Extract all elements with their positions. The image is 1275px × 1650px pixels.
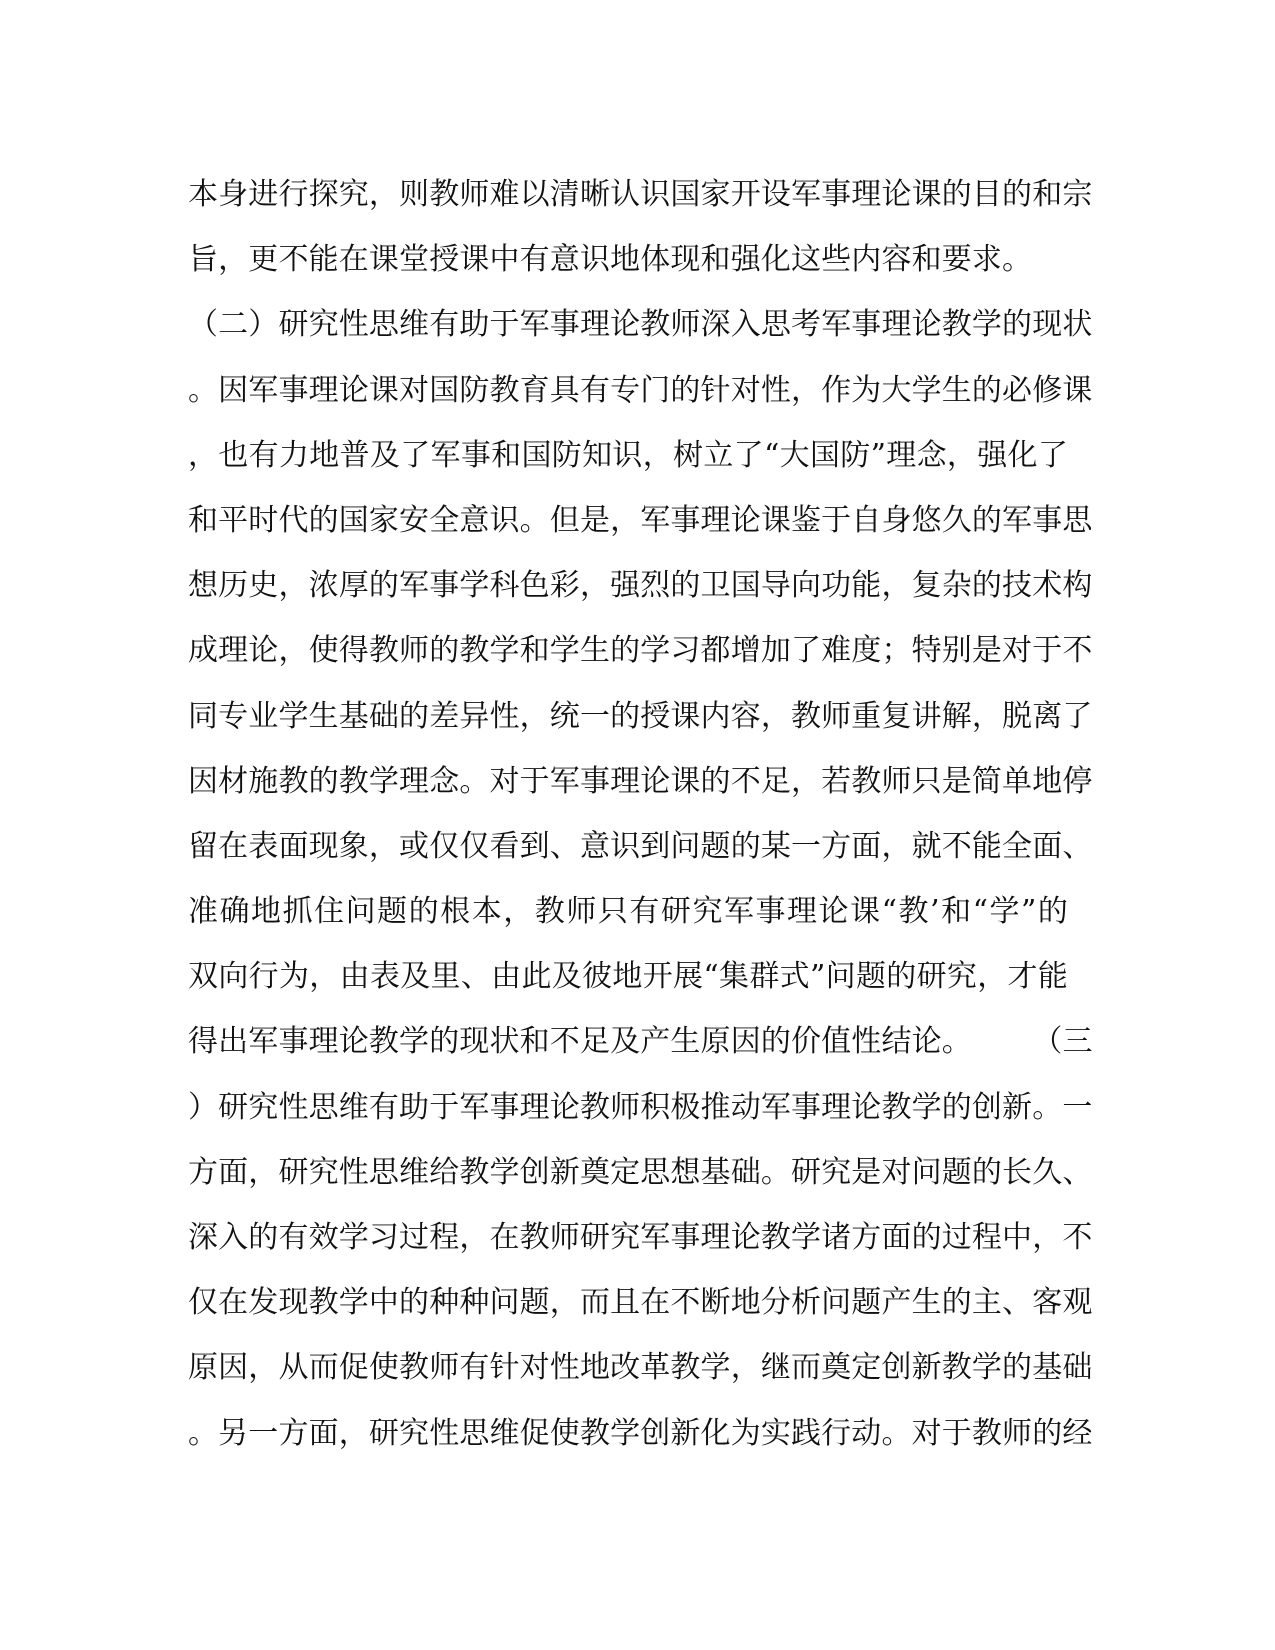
text-line: 仅在发现教学中的种种问题，而且在不断地分析问题产生的主、客观 — [188, 1285, 1093, 1321]
text-line: 因材施教的教学理念。对于军事理论课的不足，若教师只是简单地停 — [188, 763, 1093, 799]
text-line: （二）研究性思维有助于军事理论教师深入思考军事理论教学的现状 — [188, 307, 1093, 343]
text-line: 双向行为，由表及里、由此及彼地开展“集群式”问题的研究，才能 — [188, 959, 1068, 995]
text-line: 同专业学生基础的差异性，统一的授课内容，教师重复讲解，脱离了 — [188, 698, 1093, 734]
text-line: 本身进行探究，则教师难以清晰认识国家开设军事理论课的目的和宗 — [188, 177, 1093, 212]
text-line: 。因军事理论课对国防教育具有专门的针对性，作为大学生的必修课 — [188, 372, 1093, 408]
text-line: 成理论，使得教师的教学和学生的学习都增加了难度；特别是对于不 — [188, 633, 1093, 669]
text-line: ，也有力地普及了军事和国防知识，树立了“大国防”理念，强化了 — [188, 437, 1068, 473]
body-text — [188, 162, 1093, 1466]
text-line: ）研究性思维有助于军事理论教师积极推动军事理论教学的创新。一 — [188, 1089, 1093, 1125]
text-line: 旨，更不能在课堂授课中有意识地体现和强化这些内容和要求。 — [188, 242, 1033, 278]
text-line: 准确地抓住问题的根本，教师只有研究军事理论课“教’和“学”的 — [188, 894, 1068, 930]
text-line: 留在表面现象，或仅仅看到、意识到问题的某一方面，就不能全面、 — [188, 828, 1093, 864]
text-line: 想历史，浓厚的军事学科色彩，强烈的卫国导向功能，复杂的技术构 — [188, 568, 1093, 604]
text-line: 得出军事理论教学的现状和不足及产生原因的价值性结论。 （三 — [188, 1024, 1093, 1060]
text-line: 深入的有效学习过程，在教师研究军事理论教学诸方面的过程中，不 — [188, 1220, 1093, 1255]
text-line: 方面，研究性思维给教学创新奠定思想基础。研究是对问题的长久、 — [188, 1154, 1093, 1190]
text-line: 和平时代的国家安全意识。但是，军事理论课鉴于自身悠久的军事思 — [188, 502, 1093, 538]
text-line: 。另一方面，研究性思维促使教学创新化为实践行动。对于教师的经 — [188, 1415, 1093, 1451]
text-line: 原因，从而促使教师有针对性地改革教学，继而奠定创新教学的基础 — [188, 1350, 1093, 1386]
